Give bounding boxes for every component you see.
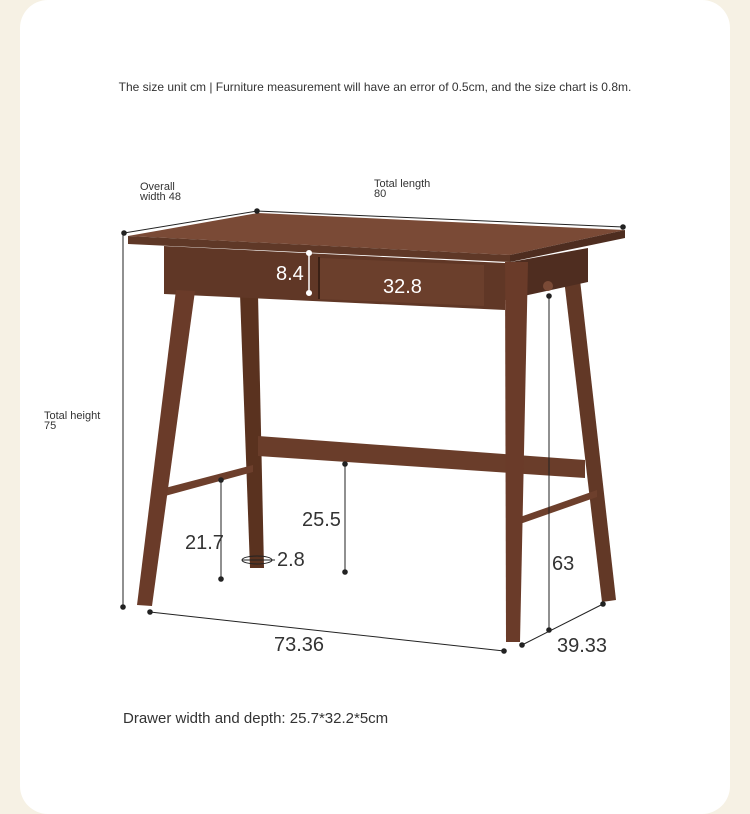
size-note: The size unit cm | Furniture measurement will have an error of 0.5cm, and the size chart is 0.8m. <box>118 80 632 94</box>
under-apron-height-value: 63 <box>552 553 575 575</box>
front-right-leg <box>505 262 528 642</box>
back-stretcher <box>258 436 585 478</box>
leg-diameter-value: 2.8 <box>277 549 305 571</box>
right-side-stretcher <box>520 490 597 524</box>
left-side-stretcher <box>165 465 253 496</box>
drawer-caption: Drawer width and depth: 25.7*32.2*5cm <box>123 710 389 727</box>
stretcher-height-value: 25.5 <box>302 509 341 531</box>
drawer-width-value: 32.8 <box>383 276 422 298</box>
side-leg-span-value: 39.33 <box>557 635 608 657</box>
total-height-value: 75 <box>44 420 57 432</box>
drawer-height-value: 8.4 <box>276 263 304 285</box>
overall-width-value: width 48 <box>140 191 181 203</box>
overall-width-label <box>140 182 181 202</box>
total-length-label <box>374 179 430 199</box>
front-leg-span-value: 73.36 <box>274 634 325 656</box>
back-left-leg <box>240 294 264 568</box>
side-stretcher-height-value: 21.7 <box>185 532 224 554</box>
back-right-leg <box>562 262 616 602</box>
total-length-value: 80 <box>374 188 387 200</box>
total-length-title: Total length <box>374 178 431 190</box>
front-left-leg <box>137 290 195 606</box>
overall-width-title: Overall <box>140 181 175 193</box>
drawer-knob <box>543 281 553 291</box>
total-height-title: Total height <box>44 410 101 422</box>
total-height-label <box>44 411 100 431</box>
